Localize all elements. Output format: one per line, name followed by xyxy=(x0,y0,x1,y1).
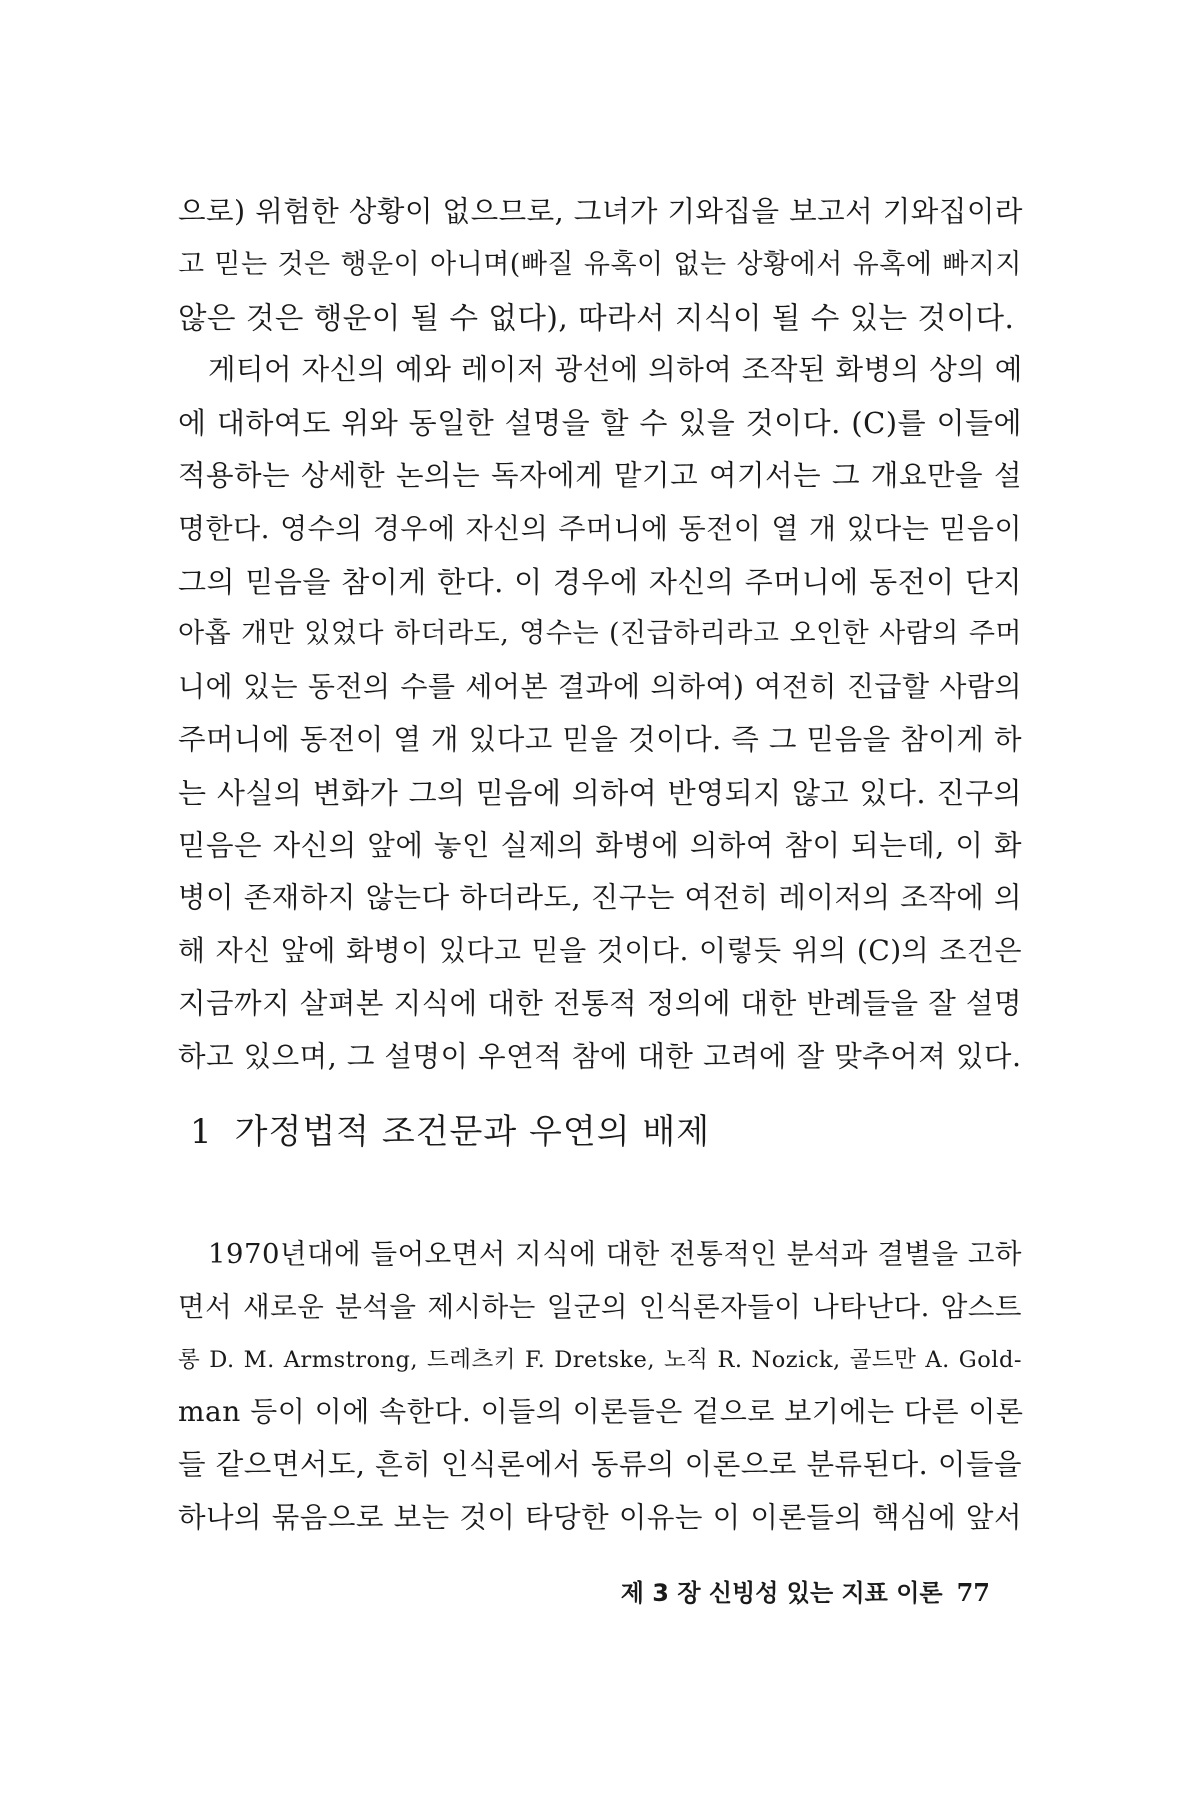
section-heading xyxy=(190,1108,710,1156)
text-line: 하나의 묶음으로 보는 것이 타당한 이유는 이 이론들의 핵심에 앞서 xyxy=(178,1500,1022,1534)
page-number: 77 xyxy=(956,1578,990,1607)
text-line: 들 같으면서도, 흔히 인식론에서 동류의 이론으로 분류된다. 이들을 xyxy=(178,1448,1022,1482)
text-line: man 등이 이에 속한다. 이들의 이론들은 겉으로 보기에는 다른 이론 xyxy=(178,1395,1024,1429)
body-text-bottom xyxy=(178,1228,1022,1545)
text-line: 명한다. 영수의 경우에 자신의 주머니에 동전이 열 개 있다는 믿음이 xyxy=(178,511,1022,545)
text-line: 게티어 자신의 예와 레이저 광선에 의하여 조작된 화병의 상의 예 xyxy=(208,353,1023,387)
text-line: 않은 것은 행운이 될 수 없다), 따라서 지식이 될 수 있는 것이다. xyxy=(178,300,1015,335)
text-line: 지금까지 살펴본 지식에 대한 전통적 정의에 대한 반례들을 잘 설명 xyxy=(178,986,1022,1020)
text-line: 적용하는 상세한 논의는 독자에게 맡기고 여기서는 그 개요만을 설 xyxy=(178,458,1022,492)
text-line: 병이 존재하지 않는다 하더라도, 진구는 여전히 레이저의 조작에 의 xyxy=(178,881,1022,915)
text-line: 고 믿는 것은 행운이 아니며(빠질 유혹이 없는 상황에서 유혹에 빠지지 xyxy=(178,248,1022,280)
section-number: 1 xyxy=(190,1112,213,1152)
section-title: 가정법적 조건문과 우연의 배제 xyxy=(234,1112,711,1152)
text-line: 믿음은 자신의 앞에 놓인 실제의 화병에 의하여 참이 되는데, 이 화 xyxy=(178,828,1022,862)
text-line: 으로) 위험한 상황이 없으므로, 그녀가 기와집을 보고서 기와집이라 xyxy=(178,195,1023,228)
text-line: 해 자신 앞에 화병이 있다고 믿을 것이다. 이렇듯 위의 (C)의 조건은 xyxy=(178,934,1022,968)
text-line: 면서 새로운 분석을 제시하는 일군의 인식론자들이 나타난다. 암스트 xyxy=(178,1290,1022,1323)
page-footer xyxy=(621,1576,990,1610)
text-line: 1970년대에 들어오면서 지식에 대한 전통적인 분석과 결별을 고하 xyxy=(208,1238,1022,1270)
body-text-top xyxy=(178,186,1022,1084)
text-line: 아홉 개만 있었다 하더라도, 영수는 (진급하리라고 오인한 사람의 주머 xyxy=(178,618,1022,650)
text-line: 는 사실의 변화가 그의 믿음에 의하여 반영되지 않고 있다. 진구의 xyxy=(178,775,1022,810)
text-line: 니에 있는 동전의 수를 세어본 결과에 의하여) 여전히 진급할 사람의 xyxy=(178,670,1022,704)
text-line: 그의 믿음을 참이게 한다. 이 경우에 자신의 주머니에 동전이 단지 xyxy=(178,564,1022,599)
text-line: 에 대하여도 위와 동일한 설명을 할 수 있을 것이다. (C)를 이들에 xyxy=(178,406,1022,441)
running-chapter-title: 제 3 장 신빙성 있는 지표 이론 xyxy=(620,1579,943,1607)
text-line: 롱 D. M. Armstrong, 드레츠키 F. Dretske, 노직 R. Nozick, 골드만 A. Gold- xyxy=(178,1346,1022,1373)
text-line: 주머니에 동전이 열 개 있다고 믿을 것이다. 즉 그 믿음을 참이게 하 xyxy=(178,722,1022,756)
text-line: 하고 있으며, 그 설명이 우연적 참에 대한 고려에 잘 맞추어져 있다. xyxy=(178,1039,1022,1073)
